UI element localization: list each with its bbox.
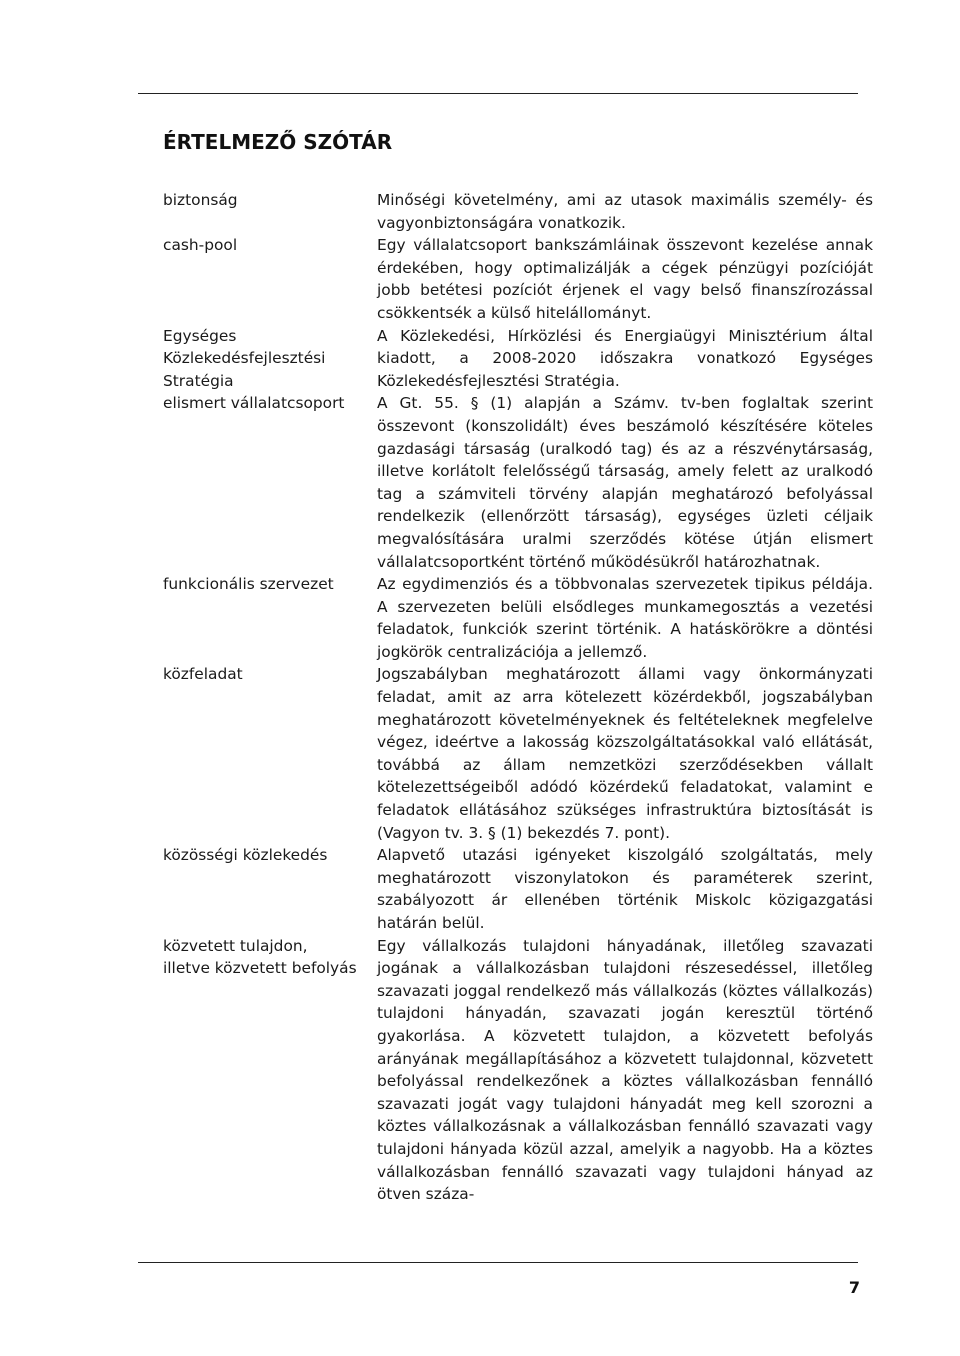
glossary-term: közösségi közlekedés [163, 846, 328, 865]
glossary-term: közvetett tulajdon, illetve közvetett befolyás [163, 936, 357, 978]
glossary-definition: Minőségi követelmény, ami az utasok maximális személy- és vagyonbiztonságára vonatkozik. [377, 191, 873, 232]
glossary-term: funkcionális szervezet [163, 575, 334, 594]
glossary-definition: Alapvető utazási igényeket kiszolgáló szolgáltatás, mely meghatározott viszonylatokon és paraméterek szerint, szabályozott ár ellenében történik Miskolc közigazgatási határán belül. [377, 846, 873, 932]
glossary-term: Egységes Közlekedésfejlesztési Stratégia [163, 326, 326, 390]
glossary-term: cash-pool [163, 236, 238, 255]
glossary-definition: Egy vállalatcsoport bankszámláinak összevont kezelése annak érdekében, hogy optimalizálják a cégek pénzügyi pozícióját jobb betétesi pozíciót érjenek el vagy belső finanszírozással csökkentsék a külső hitelállományt. [377, 236, 873, 322]
glossary-entry [163, 935, 873, 1206]
footer-rule [138, 1262, 858, 1263]
glossary-definition: A Közlekedési, Hírközlési és Energiaügyi Minisztérium által kiadott, a 2008-2020 időszakra vonatkozó Egységes Közlekedésfejlesztési Stratégia. [377, 326, 873, 390]
glossary-definition: Az egydimenziós és a többvonalas szervezetek tipikus példája. A szervezeten belüli elsődleges munkamegosztás a vezetési feladatok, funkciók szerint történik. A hatáskörökre a döntési jogkörök centralizációja a jellemző. [377, 575, 873, 661]
glossary-entry [163, 663, 873, 844]
glossary-definition: Egy vállalkozás tulajdoni hányadának, illetőleg szavazati jogának a vállalkozásban tulajdoni részesedéssel, illetőleg szavazati joggal rendelkező más vállalkozás (köztes vállalkozás) tulajdoni hányadán, szavazati jogán keresztül történő gyakorlása. A közvetett tulajdon, a közvetett befolyás arányának megállapításához a közvetett tulajdonnal, közvetett befolyással rendelkezőnek a köztes vállalkozásban fennálló szavazati jogát vagy tulajdoni hányadát meg kell szorozni a köztes vállalkozásnak a vállalkozásban fennálló szavazati vagy tulajdoni hányada közül azzal, amelyik a nagyobb. Ha a köztes vállalkozásban fennálló szavazati vagy tulajdoni hányad az ötven száza- [377, 936, 873, 1204]
page-number: 7 [848, 1278, 860, 1297]
glossary-entry [163, 392, 873, 573]
glossary-entry [163, 234, 873, 324]
glossary-entry [163, 573, 873, 663]
glossary [163, 189, 873, 1206]
glossary-definition: Jogszabályban meghatározott állami vagy önkormányzati feladat, amit az arra kötelezett közérdekből, jogszabályban meghatározott követelményeknek és feltételeknek megfelelve végez, ideértve a lakosság közszolgáltatásokkal való ellátását, továbbá az állam nemzetközi szerződésekben vállalt kötelezettségeiből adódó közérdekű feladatokat, valamint e feladatok ellátásához szükséges infrastruktúra biztosítását is (Vagyon tv. 3. § (1) bekezdés 7. pont). [377, 665, 873, 842]
header-rule [138, 93, 858, 94]
glossary-term: közfeladat [163, 665, 243, 684]
glossary-term: biztonság [163, 191, 238, 209]
glossary-entry [163, 844, 873, 934]
glossary-definition: A Gt. 55. § (1) alapján a Számv. tv-ben foglaltak szerint összevont (konszolidált) éves beszámoló készítésére köteles gazdasági társaság (uralkodó tag) és az a részvénytársaság, illetve korlátolt felelősségű társaság, amely felett az uralkodó tag a számviteli törvény alapján meghatározó befolyással rendelkezik (ellenőrzött társaság), egységes üzleti céljaik megvalósítására uralmi szerződés kötése útján elismert vállalatcsoportként történő működésükről határozhatnak. [377, 394, 873, 571]
glossary-entry [163, 325, 873, 393]
glossary-entry [163, 189, 873, 234]
glossary-term: elismert vállalatcsoport [163, 394, 345, 413]
page-title: ÉRTELMEZŐ SZÓTÁR [163, 130, 393, 154]
